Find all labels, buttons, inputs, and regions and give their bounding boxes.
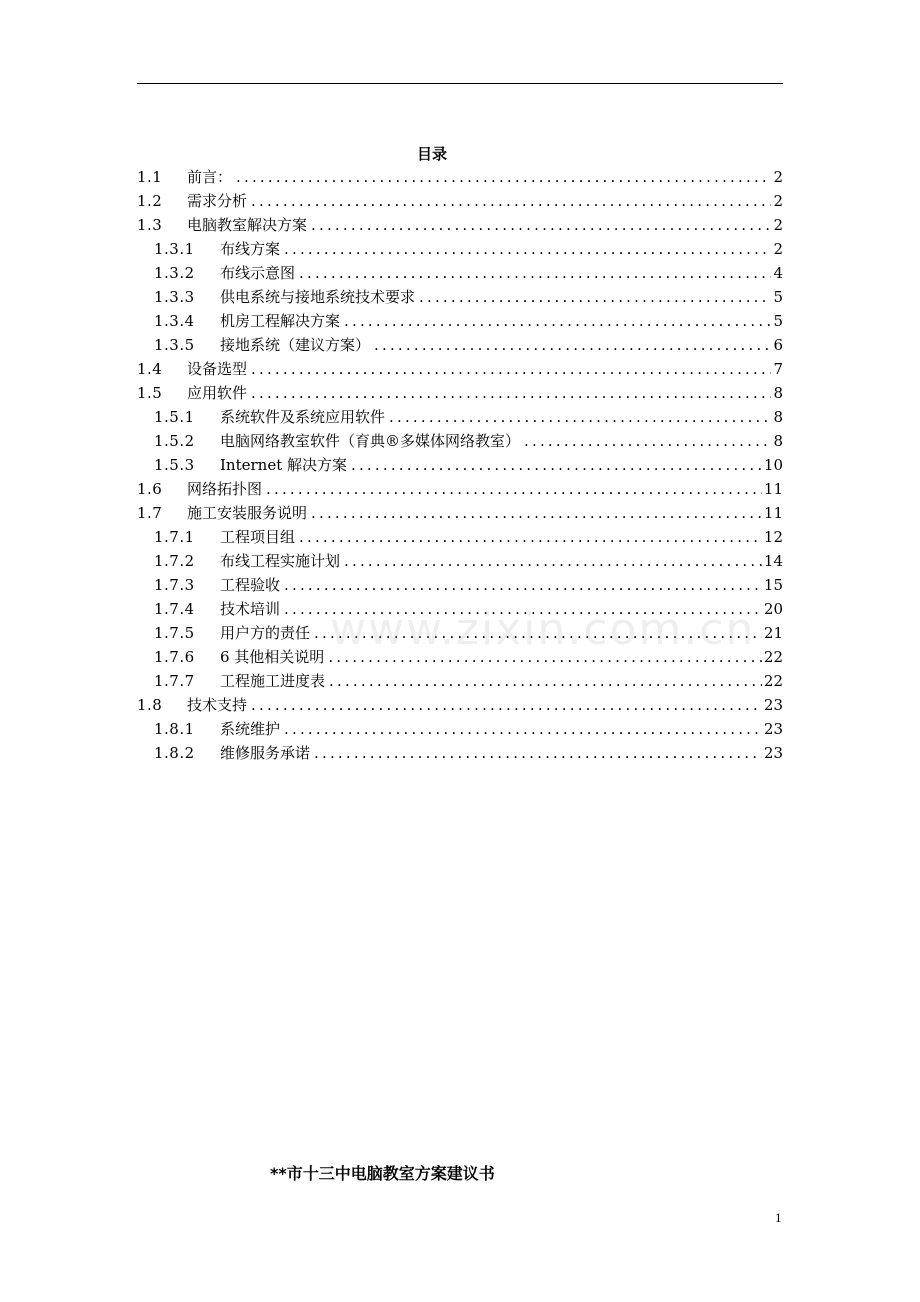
toc-entry-page: 12 — [763, 528, 783, 546]
toc-entry-number: 1.3.2 — [154, 264, 195, 282]
toc-entry-number: 1.3.4 — [154, 312, 195, 330]
document-name: **市十三中电脑教室方案建议书 — [270, 1164, 495, 1183]
toc-entry[interactable] — [137, 621, 783, 645]
toc-entry-page: 8 — [773, 432, 783, 450]
toc-entry-number: 1.5.1 — [154, 408, 195, 426]
toc-entry-title: 技术支持 — [187, 696, 248, 714]
toc-entry-title: 供电系统与接地系统技术要求 — [220, 288, 416, 306]
toc-dot-leader — [329, 669, 762, 693]
toc-entry-number: 1.8.1 — [154, 720, 195, 738]
toc-entry-title: 系统维护 — [220, 720, 281, 738]
toc-entry-page: 7 — [773, 360, 783, 378]
toc-entry-title: 网络拓扑图 — [187, 480, 263, 498]
toc-entry[interactable] — [137, 573, 783, 597]
toc-entry[interactable] — [137, 237, 783, 261]
toc-dot-leader — [251, 693, 762, 717]
toc-entry[interactable] — [137, 285, 783, 309]
toc-entry-number: 1.3.1 — [154, 240, 195, 258]
toc-dot-leader — [311, 213, 771, 237]
page-number: 1 — [775, 1210, 782, 1225]
toc-entry-page: 2 — [773, 216, 783, 234]
toc-dot-leader — [344, 549, 762, 573]
toc-entry[interactable] — [137, 597, 783, 621]
toc-entry-page: 2 — [773, 192, 783, 210]
toc-entry[interactable] — [137, 189, 783, 213]
toc-entry-number: 1.2 — [137, 192, 163, 210]
toc-entry-page: 6 — [773, 336, 783, 354]
toc-dot-leader — [524, 429, 771, 453]
toc-entry[interactable] — [137, 501, 783, 525]
toc-entry-page: 11 — [763, 480, 783, 498]
toc-entry-page: 11 — [763, 504, 783, 522]
toc-dot-leader — [374, 333, 771, 357]
toc-entry[interactable] — [137, 693, 783, 717]
toc-dot-leader — [328, 645, 762, 669]
toc-entry[interactable] — [137, 453, 783, 477]
toc-entry-number: 1.7.5 — [154, 624, 195, 642]
toc-entry-number: 1.4 — [137, 360, 163, 378]
toc-entry-title: 设备选型 — [187, 360, 248, 378]
toc-entry-number: 1.5.3 — [154, 456, 195, 474]
toc-entry-number: 1.5 — [137, 384, 163, 402]
toc-entry-number: 1.1 — [137, 168, 163, 186]
toc-entry-title: 需求分析 — [187, 192, 248, 210]
toc-entry[interactable] — [137, 429, 783, 453]
toc-entry-title: 工程项目组 — [220, 528, 296, 546]
toc-entry-number: 1.7.4 — [154, 600, 195, 618]
toc-entry-page: 22 — [763, 672, 783, 690]
toc-entry[interactable] — [137, 549, 783, 573]
toc-entry-title: 技术培训 — [220, 600, 281, 618]
toc-entry[interactable] — [137, 309, 783, 333]
toc-dot-leader — [314, 621, 762, 645]
toc-entry[interactable] — [137, 333, 783, 357]
toc-entry[interactable] — [137, 357, 783, 381]
toc-entry-title: 用户方的责任 — [220, 624, 311, 642]
toc-entry-title: 接地系统（建议方案） — [220, 336, 371, 354]
toc-dot-leader — [314, 741, 762, 765]
toc-dot-leader — [284, 597, 762, 621]
toc-entry-title: 布线方案 — [220, 240, 281, 258]
table-of-contents — [137, 165, 783, 765]
toc-entry-page: 8 — [773, 408, 783, 426]
toc-entry-page: 5 — [773, 312, 783, 330]
toc-entry[interactable] — [137, 381, 783, 405]
toc-entry-number: 1.8 — [137, 696, 163, 714]
toc-entry[interactable] — [137, 717, 783, 741]
toc-entry-page: 23 — [763, 744, 783, 762]
toc-entry-page: 4 — [773, 264, 783, 282]
toc-entry-page: 2 — [773, 240, 783, 258]
toc-dot-leader — [299, 525, 762, 549]
toc-entry-title: 工程施工进度表 — [220, 672, 326, 690]
toc-entry-number: 1.8.2 — [154, 744, 195, 762]
toc-dot-leader — [311, 501, 762, 525]
toc-entry-number: 1.3.3 — [154, 288, 195, 306]
toc-entry-number: 1.5.2 — [154, 432, 195, 450]
toc-entry[interactable] — [137, 525, 783, 549]
toc-dot-leader — [284, 573, 762, 597]
toc-dot-leader — [266, 477, 762, 501]
toc-entry[interactable] — [137, 261, 783, 285]
toc-entry-title: 工程验收 — [220, 576, 281, 594]
toc-entry-title: 机房工程解决方案 — [220, 312, 341, 330]
toc-entry-page: 8 — [773, 384, 783, 402]
toc-entry-number: 1.3.5 — [154, 336, 195, 354]
toc-entry-number: 1.7.6 — [154, 648, 195, 666]
toc-entry-page: 23 — [763, 696, 783, 714]
toc-entry-title: 布线工程实施计划 — [220, 552, 341, 570]
toc-entry[interactable] — [137, 669, 783, 693]
toc-entry-page: 14 — [763, 552, 783, 570]
toc-dot-leader — [344, 309, 771, 333]
toc-entry-title: 维修服务承诺 — [220, 744, 311, 762]
toc-dot-leader — [251, 357, 771, 381]
watermark: www.zixin.com.cn — [330, 604, 756, 655]
toc-entry-title: 布线示意图 — [220, 264, 296, 282]
toc-entry-page: 20 — [763, 600, 783, 618]
toc-entry-title: 施工安装服务说明 — [187, 504, 308, 522]
toc-entry[interactable] — [137, 645, 783, 669]
toc-entry-title: 电脑网络教室软件（育典®多媒体网络教室） — [220, 432, 521, 450]
toc-entry-title: 前言： — [187, 168, 233, 186]
toc-entry[interactable] — [137, 477, 783, 501]
toc-entry-page: 5 — [773, 288, 783, 306]
toc-entry-title: 应用软件 — [187, 384, 248, 402]
toc-entry-page: 23 — [763, 720, 783, 738]
toc-entry-page: 2 — [773, 168, 783, 186]
toc-title: 目录 — [416, 145, 447, 163]
toc-entry[interactable] — [137, 741, 783, 765]
toc-entry-number: 1.7.7 — [154, 672, 195, 690]
toc-entry-title: 系统软件及系统应用软件 — [220, 408, 386, 426]
toc-entry-title: 电脑教室解决方案 — [187, 216, 308, 234]
toc-entry-number: 1.7.3 — [154, 576, 195, 594]
toc-dot-leader — [284, 237, 771, 261]
toc-entry-number: 1.3 — [137, 216, 163, 234]
toc-dot-leader — [236, 165, 771, 189]
header-rule — [137, 83, 783, 84]
toc-entry-title: Internet 解决方案 — [220, 456, 347, 474]
toc-entry-number: 1.7.2 — [154, 552, 195, 570]
toc-dot-leader — [389, 405, 771, 429]
toc-entry-title: 6 其他相关说明 — [220, 648, 325, 666]
toc-entry-page: 21 — [763, 624, 783, 642]
toc-entry-page: 22 — [763, 648, 783, 666]
toc-dot-leader — [284, 717, 762, 741]
toc-entry-page: 10 — [763, 456, 783, 474]
toc-dot-leader — [299, 261, 771, 285]
toc-entry[interactable] — [137, 405, 783, 429]
toc-dot-leader — [351, 453, 762, 477]
toc-entry-number: 1.6 — [137, 480, 163, 498]
toc-entry-page: 15 — [763, 576, 783, 594]
toc-dot-leader — [251, 381, 771, 405]
toc-dot-leader — [419, 285, 771, 309]
toc-entry[interactable] — [137, 213, 783, 237]
toc-entry[interactable] — [137, 165, 783, 189]
toc-entry-number: 1.7.1 — [154, 528, 195, 546]
toc-dot-leader — [251, 189, 771, 213]
toc-entry-number: 1.7 — [137, 504, 163, 522]
